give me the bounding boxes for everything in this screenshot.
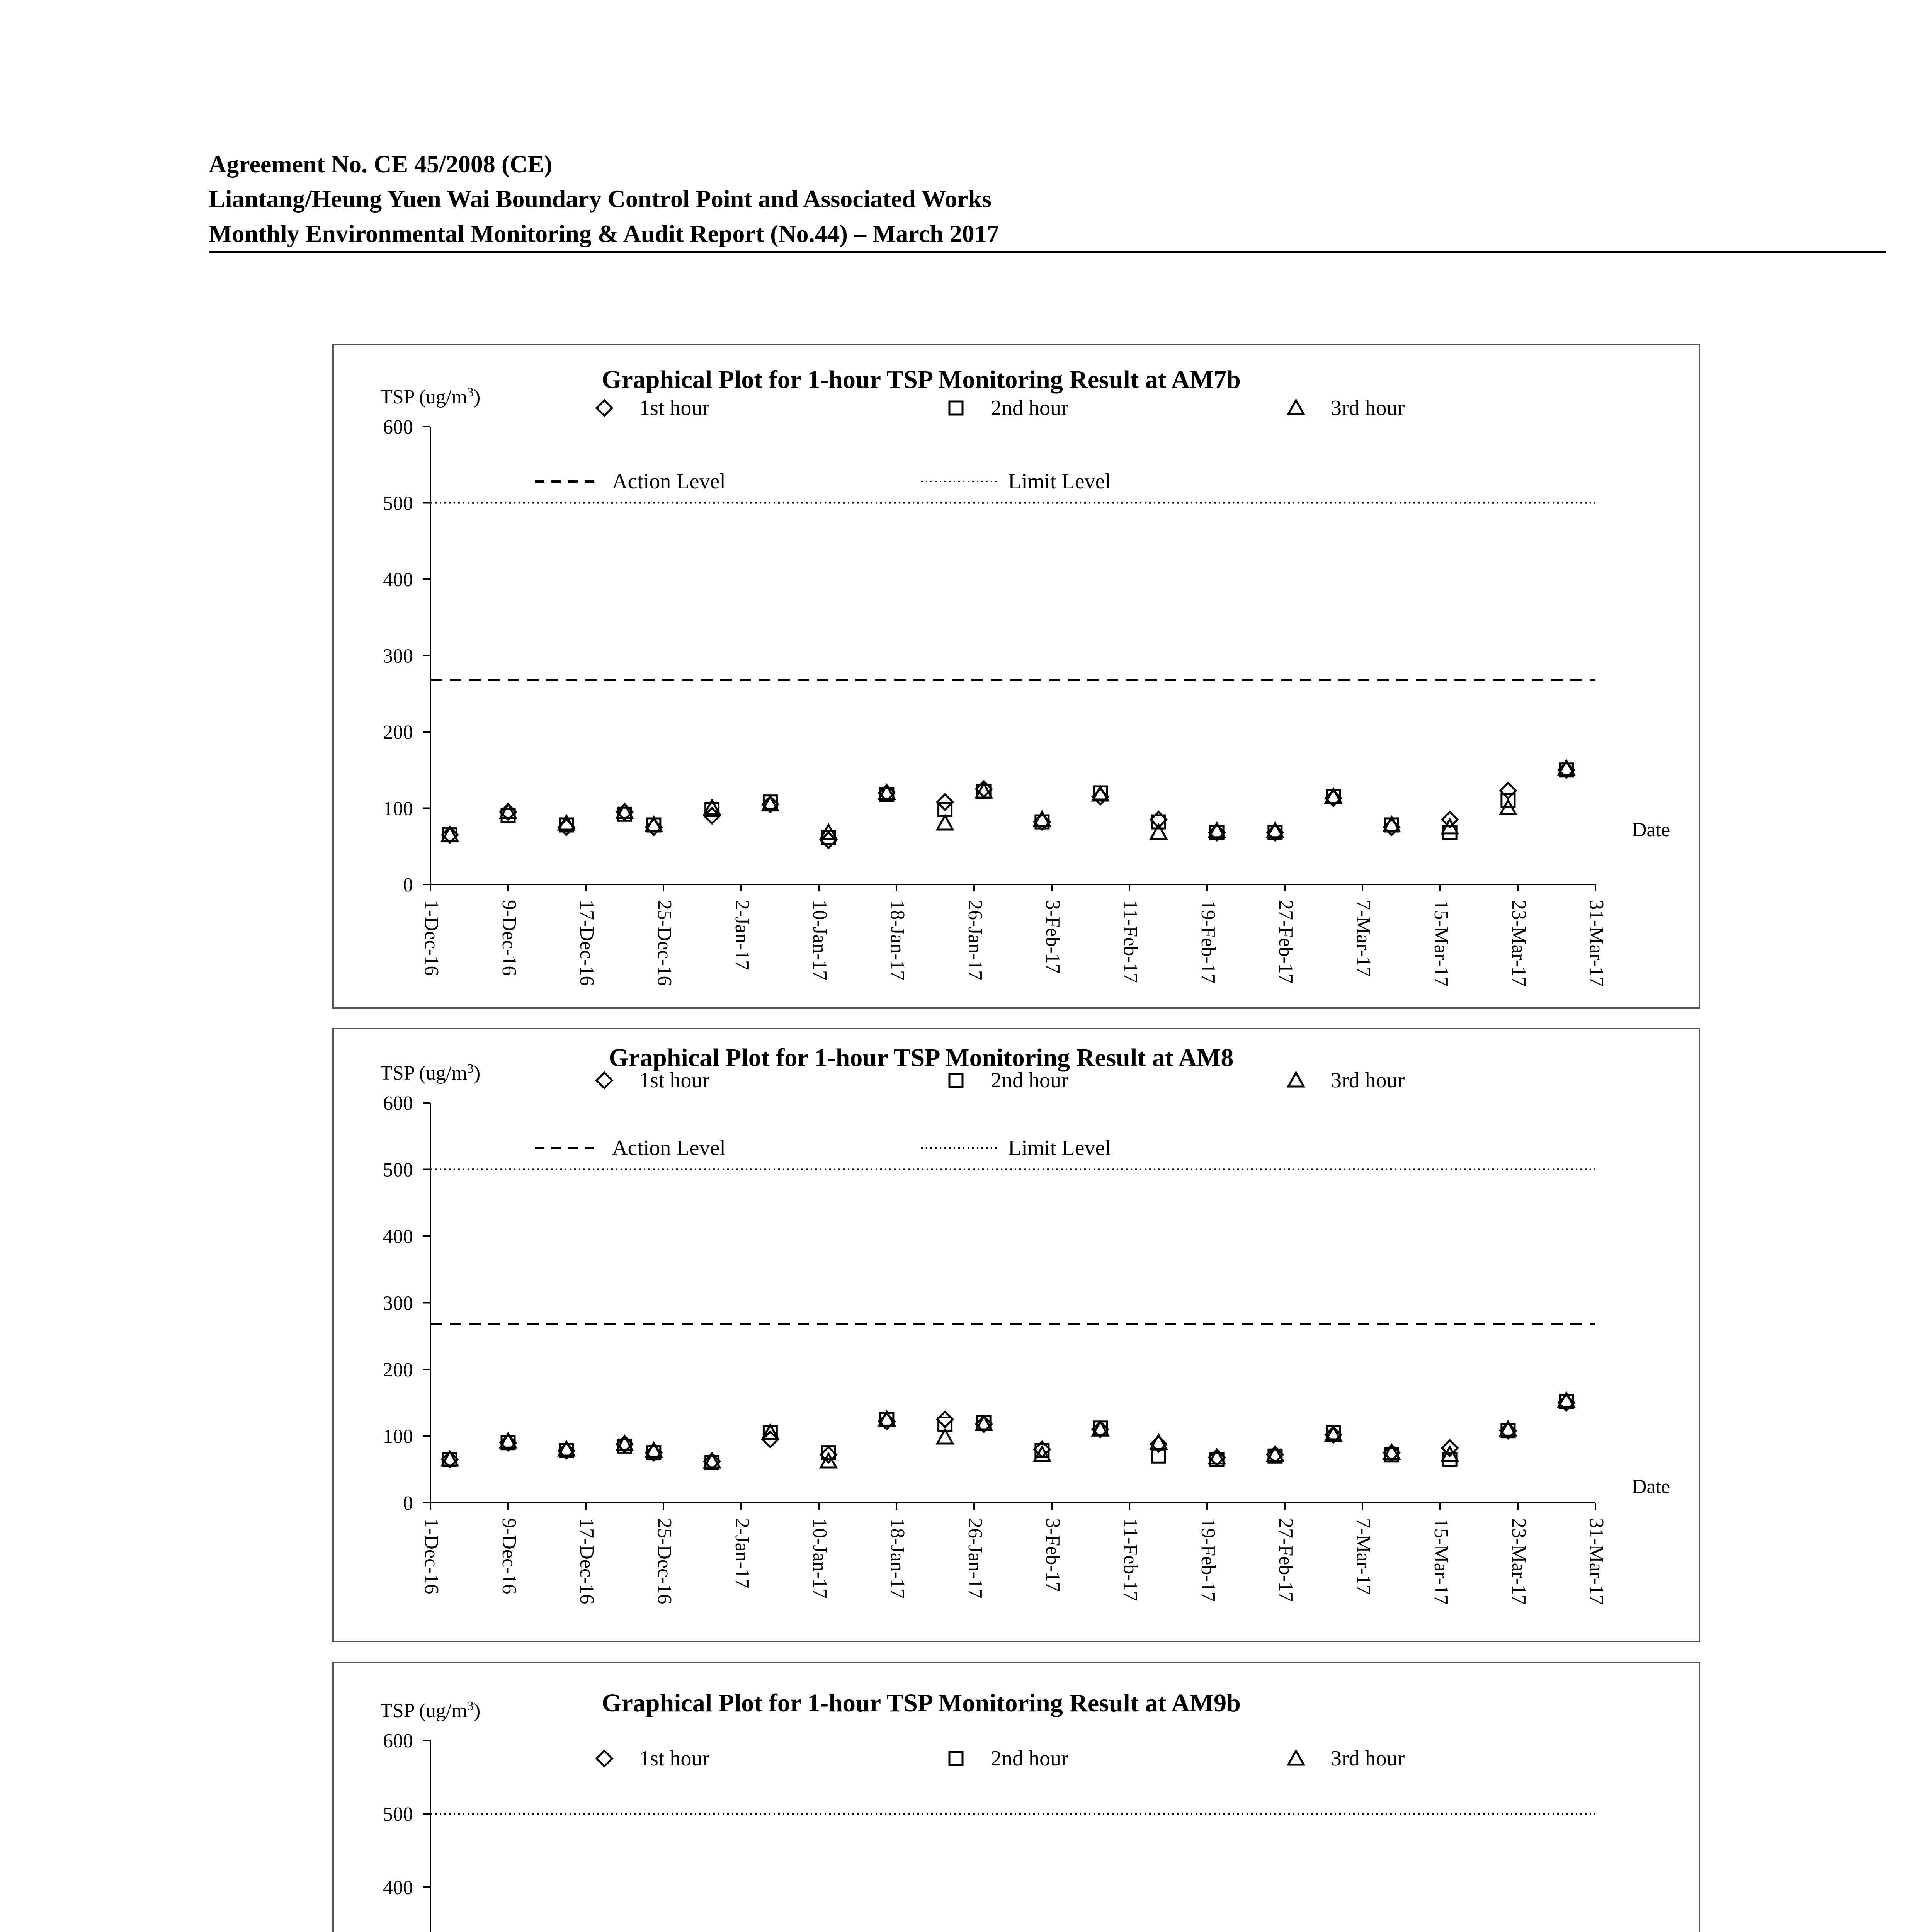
- y-tick-label: 500: [383, 1803, 413, 1825]
- data-point-triangle: [1209, 1450, 1225, 1464]
- x-tick-label: 7-Mar-17: [1352, 1518, 1374, 1595]
- x-tick-label: 26-Jan-17: [964, 1518, 986, 1599]
- x-tick-label: 31-Mar-17: [1585, 1518, 1607, 1605]
- data-point-triangle: [937, 1430, 953, 1444]
- data-point-triangle: [1093, 1422, 1108, 1435]
- header-rule: [209, 251, 1886, 253]
- data-point-triangle: [1034, 1447, 1050, 1461]
- agreement-number: Agreement No. CE 45/2008 (CE): [209, 150, 553, 178]
- chart-am7b: [332, 344, 1700, 1009]
- x-tick-label: 9-Dec-16: [498, 1518, 520, 1594]
- x-tick-label: 23-Mar-17: [1508, 1518, 1530, 1605]
- legend-action-label: Action Level: [612, 1136, 726, 1160]
- x-tick-label: 11-Feb-17: [1119, 900, 1141, 983]
- x-tick-label: 11-Feb-17: [1119, 1518, 1141, 1601]
- x-tick-label: 15-Mar-17: [1430, 1518, 1452, 1605]
- data-point-diamond: [937, 794, 953, 810]
- x-tick-label: 10-Jan-17: [809, 1518, 831, 1599]
- legend-marker-diamond: [597, 1073, 612, 1088]
- x-tick-label: 25-Dec-16: [653, 1518, 675, 1604]
- legend-marker-diamond: [597, 400, 612, 416]
- x-tick-label: 15-Mar-17: [1430, 900, 1452, 987]
- y-tick-label: 200: [383, 721, 413, 743]
- legend-marker-square: [949, 401, 963, 415]
- x-tick-label: 27-Feb-17: [1275, 900, 1297, 984]
- legend-label: 3rd hour: [1331, 1068, 1405, 1092]
- legend-action-label: Action Level: [612, 469, 726, 493]
- legend-marker-square: [949, 1074, 963, 1087]
- x-tick-label: 10-Jan-17: [809, 900, 831, 980]
- report-header: [209, 147, 1886, 251]
- x-tick-label: 3-Feb-17: [1042, 900, 1064, 974]
- legend-marker-triangle: [1288, 400, 1304, 414]
- y-tick-label: 100: [383, 1425, 413, 1448]
- x-tick-label: 19-Feb-17: [1197, 1518, 1219, 1602]
- legend-marker-square: [949, 1752, 963, 1765]
- x-tick-label: 2-Jan-17: [731, 1518, 753, 1588]
- legend-label: 2nd hour: [991, 1068, 1068, 1092]
- legend-label: 1st hour: [639, 396, 709, 420]
- data-point-triangle: [617, 1436, 633, 1450]
- chart-title: Graphical Plot for 1-hour TSP Monitoring Result at AM9b: [602, 1689, 1241, 1717]
- chart-svg: [334, 345, 1702, 1010]
- y-tick-label: 400: [383, 1877, 413, 1899]
- y-tick-label: 600: [383, 1730, 413, 1752]
- x-tick-label: 2-Jan-17: [731, 900, 753, 970]
- y-axis-label: TSP $(ug/m^3)$: [380, 1699, 481, 1722]
- y-tick-label: 600: [383, 416, 413, 438]
- x-tick-label: 18-Jan-17: [886, 1518, 908, 1599]
- project-title: Liantang/Heung Yuen Wai Boundary Control Point and Associated Works: [209, 185, 992, 213]
- y-tick-label: 500: [383, 492, 413, 515]
- x-tick-label: 1-Dec-16: [420, 1518, 442, 1594]
- x-tick-label: 17-Dec-16: [576, 900, 598, 986]
- x-tick-label: 9-Dec-16: [498, 900, 520, 976]
- data-point-triangle: [1384, 1445, 1399, 1459]
- legend-limit-label: Limit Level: [1008, 469, 1111, 493]
- y-tick-label: 300: [383, 645, 413, 667]
- legend-marker-triangle: [1288, 1751, 1304, 1765]
- legend-label: 1st hour: [639, 1747, 709, 1770]
- y-axis-label: TSP $(ug/m^3)$: [380, 1061, 481, 1084]
- data-point-triangle: [976, 1416, 992, 1430]
- x-axis-label: Date: [1632, 1476, 1670, 1498]
- x-tick-label: 1-Dec-16: [420, 900, 442, 976]
- legend-marker-triangle: [1288, 1073, 1304, 1087]
- legend-label: 3rd hour: [1331, 396, 1405, 420]
- chart-am9b: [332, 1662, 1700, 1932]
- x-tick-label: 3-Feb-17: [1042, 1518, 1064, 1592]
- x-tick-label: 7-Mar-17: [1352, 900, 1374, 977]
- data-point-triangle: [500, 804, 516, 818]
- data-point-triangle: [937, 816, 953, 830]
- y-tick-label: 500: [383, 1159, 413, 1181]
- y-tick-label: 0: [403, 1492, 413, 1514]
- y-tick-label: 0: [403, 874, 413, 896]
- y-tick-label: 300: [383, 1292, 413, 1315]
- x-tick-label: 18-Jan-17: [886, 900, 908, 980]
- chart-title: Graphical Plot for 1-hour TSP Monitoring Result at AM7b: [602, 366, 1241, 394]
- y-tick-label: 400: [383, 569, 413, 591]
- legend-label: 2nd hour: [991, 1747, 1068, 1770]
- chart-svg: [334, 1029, 1702, 1644]
- chart-svg: [334, 1663, 1702, 1932]
- legend-limit-label: Limit Level: [1008, 1136, 1111, 1160]
- x-tick-label: 17-Dec-16: [576, 1518, 598, 1604]
- legend-label: 3rd hour: [1331, 1747, 1405, 1770]
- legend-label: 1st hour: [639, 1068, 709, 1092]
- y-tick-label: 600: [383, 1092, 413, 1114]
- x-tick-label: 31-Mar-17: [1585, 900, 1607, 987]
- x-axis-label: Date: [1632, 819, 1670, 841]
- legend-marker-diamond: [597, 1751, 612, 1766]
- data-point-diamond: [1500, 783, 1516, 798]
- data-point-diamond: [937, 1412, 953, 1427]
- data-point-triangle: [617, 804, 633, 818]
- chart-am8: [332, 1028, 1700, 1642]
- y-axis-label: TSP $(ug/m^3)$: [380, 385, 481, 408]
- legend-label: 2nd hour: [991, 396, 1068, 420]
- chart-title: Graphical Plot for 1-hour TSP Monitoring Result at AM8: [609, 1044, 1234, 1072]
- x-tick-label: 27-Feb-17: [1275, 1518, 1297, 1602]
- x-tick-label: 19-Feb-17: [1197, 900, 1219, 984]
- y-tick-label: 200: [383, 1359, 413, 1381]
- x-tick-label: 25-Dec-16: [653, 900, 675, 986]
- y-tick-label: 400: [383, 1226, 413, 1248]
- report-title: Monthly Environmental Monitoring & Audit Report (No.44) – March 2017: [209, 220, 999, 247]
- x-tick-label: 23-Mar-17: [1508, 900, 1530, 987]
- y-tick-label: 100: [383, 798, 413, 820]
- x-tick-label: 26-Jan-17: [964, 900, 986, 980]
